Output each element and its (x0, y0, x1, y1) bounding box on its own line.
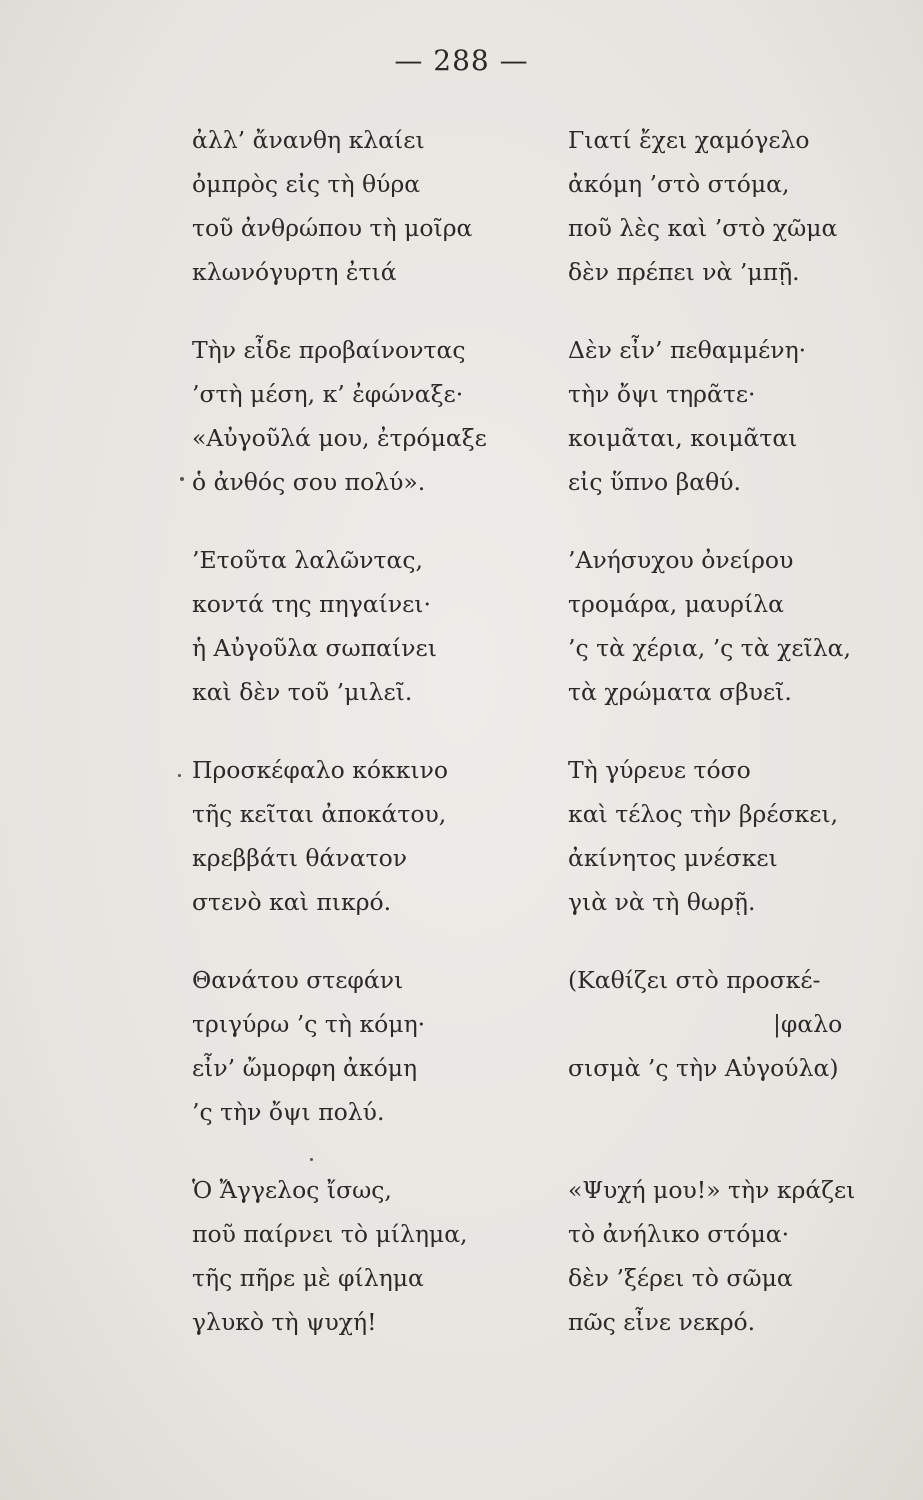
verse-line: τριγύρω ’ς τὴ κόμη· (192, 1010, 426, 1038)
stanza (192, 538, 522, 748)
verse-line: ’Ανήσυχου ὀνείρου (568, 546, 794, 574)
verse-line: ’ς τὴν ὄψι πολύ. (192, 1098, 385, 1126)
verse-line: Γιατί ἔχει χαμόγελο (568, 126, 810, 154)
verse-line: στενὸ καὶ πικρό. (192, 888, 392, 916)
stanza (192, 958, 522, 1168)
verse-line: Προσκέφαλο κόκκινο (192, 756, 449, 784)
verse-line: κοντά της πηγαίνει· (192, 590, 431, 618)
stanza (192, 328, 522, 538)
verse-line: κοιμᾶται, κοιμᾶται (568, 424, 798, 452)
verse-line: Δὲν εἶν’ πεθαμμένη· (568, 336, 807, 364)
stage-direction (568, 958, 908, 1168)
verse-line: Τὴν εἶδε προβαίνοντας (192, 336, 466, 364)
ink-speck (180, 477, 184, 481)
verse-line: τοῦ ἀνθρώπου τὴ μοῖρα (192, 214, 473, 242)
verse-line: καὶ δὲν τοῦ ’μιλεῖ. (192, 678, 413, 706)
stanza (568, 748, 908, 958)
verse-line: εἶν’ ὤμορφη ἀκόμη (192, 1054, 418, 1082)
right-column (568, 118, 908, 1378)
verse-line: ’Ετοῦτα λαλῶντας, (192, 546, 424, 574)
verse-line: ’ς τὰ χέρια, ’ς τὰ χεῖλα, (568, 634, 851, 662)
verse-line: ἀκόμη ’στὸ στόμα, (568, 170, 790, 198)
verse-line: τὰ χρώματα σβυεῖ. (568, 678, 792, 706)
stanza (192, 118, 522, 328)
verse-line: Ὁ Ἄγγελος ἴσως, (192, 1176, 392, 1204)
verse-line: τὸ ἀνήλικο στόμα· (568, 1220, 790, 1248)
verse-line: τὴν ὄψι τηρᾶτε· (568, 380, 756, 408)
verse-line: ποῦ παίρνει τὸ μίλημα, (192, 1220, 468, 1248)
left-column (192, 118, 522, 1378)
stanza (568, 1168, 908, 1378)
verse-line: σισμὰ ’ς τὴν Αὐγούλα) (568, 1054, 839, 1082)
verse-line: δὲν πρέπει νὰ ’μπῇ. (568, 258, 800, 286)
verse-line: γιὰ νὰ τὴ θωρῇ. (568, 888, 756, 916)
verse-line: ὁ ἀνθός σου πολύ». (192, 468, 426, 496)
verse-line: ποῦ λὲς καὶ ’στὸ χῶμα (568, 214, 838, 242)
verse-line: πῶς εἶνε νεκρό. (568, 1308, 756, 1336)
verse-line: (Καθίζει στὸ προσκέ- (568, 966, 821, 994)
verse-line: εἰς ὕπνο βαθύ. (568, 468, 742, 496)
stanza (568, 538, 908, 748)
verse-line: γλυκὸ τὴ ψυχή! (192, 1308, 377, 1336)
verse-line: ’στὴ μέση, κ’ ἐφώναξε· (192, 380, 464, 408)
verse-line: κρεββάτι θάνατον (192, 844, 408, 872)
stanza (568, 118, 908, 328)
ink-speck (310, 1158, 313, 1161)
stanza (192, 748, 522, 958)
verse-line: τρομάρα, μαυρίλα (568, 590, 784, 618)
verse-line: Τὴ γύρευε τόσο (568, 756, 751, 784)
verse-line: καὶ τέλος τὴν βρέσκει, (568, 800, 839, 828)
verse-line: ὀμπρὸς εἰς τὴ θύρα (192, 170, 421, 198)
verse-line: «Ψυχή μου!» τὴν κράζει (568, 1176, 856, 1204)
verse-line: δὲν ’ξέρει τὸ σῶμα (568, 1264, 793, 1292)
verse-line: «Αὐγοῦλά μου, ἐτρόμαξε (192, 424, 487, 452)
stanza (192, 1168, 522, 1378)
stanza (568, 328, 908, 538)
verse-line: ἀκίνητος μνέσκει (568, 844, 778, 872)
page-number: — 288 — (394, 44, 529, 77)
verse-line: ἡ Αὐγοῦλα σωπαίνει (192, 634, 437, 662)
verse-line: κλωνόγυρτη ἐτιά (192, 258, 397, 286)
verse-line: τῆς πῆρε μὲ φίλημα (192, 1264, 424, 1292)
verse-line: Θανάτου στεφάνι (192, 966, 404, 994)
verse-line: τῆς κεῖται ἀποκάτου, (192, 800, 447, 828)
verse-line: |φαλο (773, 1010, 843, 1038)
ink-speck (178, 774, 181, 777)
verse-line: ἀλλ’ ἄνανθη κλαίει (192, 126, 425, 154)
